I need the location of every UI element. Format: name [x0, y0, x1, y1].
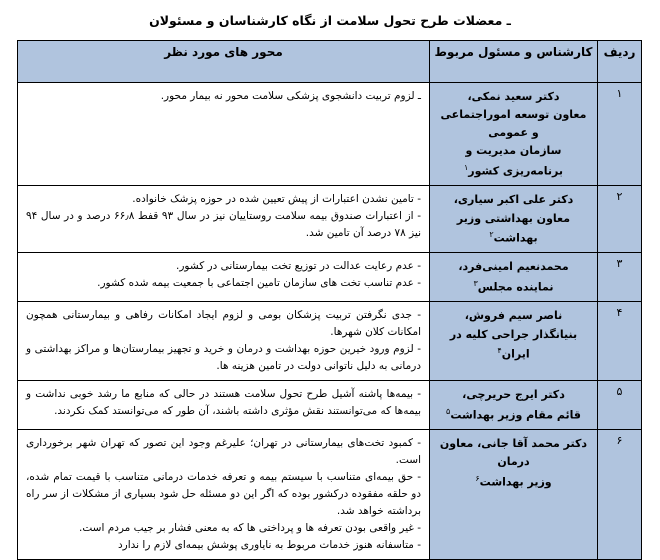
row-number-cell: ۴: [598, 302, 642, 381]
expert-cell: [430, 186, 598, 253]
expert-cell: [430, 302, 598, 381]
experts-issues-table: [17, 40, 642, 560]
axes-cell: [18, 253, 430, 302]
expert-footnote-marker: ۴: [497, 345, 502, 355]
expert-line: ناصر سیم فروش،: [464, 309, 563, 323]
axes-line: - کمبود تخت‌های بیمارستانی در تهران؛ علیرغم وجود این تصور که تهران شهر برخورداری است.: [26, 437, 421, 467]
axes-cell: [18, 186, 430, 253]
axes-line: - متاسفانه هنوز خدمات مربوط به نایاوری پوشش بیمه‌ای لازم را ندارد: [118, 539, 421, 552]
table-container: [18, 40, 642, 560]
expert-footnote-marker: ۵: [446, 406, 451, 416]
table-row: [18, 186, 642, 253]
table-row: [18, 430, 642, 560]
axes-line: - لزوم ورود خیرین حوزه بهداشت و درمان و خرید و تجهیز بیمارستان‌ها و مراکز بهداشتی و درمانی به دلیل ناتوانی دولت در تامین هزینه ها.: [26, 343, 421, 373]
row-number-cell: ۳: [598, 253, 642, 302]
axes-line: - عدم تناسب تخت های سازمان تامین اجتماعی با جمعیت بیمه شده کشور.: [97, 277, 421, 290]
table-row: [18, 381, 642, 430]
expert-cell: [430, 253, 598, 302]
expert-line: بنیانگذار جراحی کلیه در ایران: [449, 327, 578, 361]
expert-footnote-marker: ۳: [473, 278, 478, 288]
expert-line: قائم مقام وزیر بهداشت: [450, 408, 581, 422]
column-header-expert: کارشناس و مسئول مربوط: [430, 41, 598, 83]
axes-line: - عدم رعایت عدالت در توزیع تخت بیمارستانی در کشور.: [176, 260, 421, 273]
axes-line: ـ لزوم تربیت دانشجوی پزشکی سلامت محور نه بیمار محور.: [160, 90, 421, 102]
expert-footnote-marker: ۱: [463, 162, 469, 172]
table-header: [18, 41, 642, 83]
axes-line: - بیمه‌ها پاشنه آشیل طرح تحول سلامت هستند در حالی که منابع ما رشد خوبی نداشت و بیمه‌ها که می‌توانستند نقش مؤثری داشته باشند، آن طور که می‌توانستد کمک نکردند.: [26, 388, 421, 418]
expert-line: معاون توسعه اموراجتماعی و عمومی: [440, 108, 587, 140]
table-body: [18, 83, 642, 560]
axes-cell: [18, 83, 430, 186]
row-number-cell: ۵: [598, 381, 642, 430]
axes-line: - از اعتبارات صندوق بیمه سلامت روستاییان نیز در سال ۹۳ قفط ۶۶٫۸ درصد و در سال ۹۴ نیز ۷۸ درصد آن تامین شد.: [26, 210, 421, 240]
axes-line: - جدی نگرفتن تربیت پزشکان بومی و لزوم ایجاد امکانات رفاهی و بیمارستانی همچون امکانات کلان شهرها.: [26, 309, 421, 339]
expert-footnote-marker: ۶: [475, 473, 480, 483]
axes-line: - حق بیمه‌ای متناسب با سیستم بیمه و تعرفه خدمات درمانی متناسب با قیمت تمام شده، دو حلقه مفقوده درکشور بوده که اگر این دو مسئله حل شود بسیاری از مشکلات از سر راه برداشته خواهد شد.: [26, 471, 421, 518]
expert-line: نماینده مجلس: [477, 280, 554, 294]
table-header-row: [18, 41, 642, 83]
page-title-bar: [0, 0, 660, 40]
expert-line: دکتر علی اکبر سیاری،: [453, 193, 574, 207]
axes-cell: [18, 302, 430, 381]
expert-cell: [430, 83, 598, 186]
column-header-row-number: ردیف: [598, 41, 642, 83]
expert-line: معاون بهداشتی وزیر بهداشت: [456, 211, 571, 245]
expert-line: دکتر محمد آقا جانی، معاون درمان: [439, 437, 588, 469]
row-number-cell: ۲: [598, 186, 642, 253]
column-header-axes: محور های مورد نظر: [18, 41, 430, 83]
table-row: [18, 302, 642, 381]
row-number-cell: ۱: [598, 83, 642, 186]
axes-cell: [18, 430, 430, 560]
expert-cell: [430, 381, 598, 430]
row-number-cell: ۶: [598, 430, 642, 560]
axes-line: - غیر واقعی بودن تعرفه ها و پرداختی ها که به معنی فشار بر جیب مردم است.: [79, 522, 421, 535]
expert-line: محمدنعیم امینی‌فرد،: [458, 260, 569, 274]
axes-line: - تامین نشدن اعتبارات از پیش تعیین شده در حوزه پزشک خانواده.: [132, 193, 421, 206]
axes-cell: [18, 381, 430, 430]
expert-line: وزیر بهداشت: [479, 475, 552, 489]
table-row: [18, 83, 642, 186]
expert-line: سازمان مدیریت و برنامه‌ریزی کشور: [465, 144, 564, 178]
expert-line: دکتر ایرج حریرچی،: [462, 388, 565, 402]
expert-footnote-marker: ۲: [489, 229, 494, 239]
expert-line: دکتر سعید نمکی،: [467, 90, 560, 103]
expert-cell: [430, 430, 598, 560]
page-title: ـ معضلات طرح تحول سلامت از نگاه کارشناسان و مسئولان: [149, 12, 511, 28]
table-row: [18, 253, 642, 302]
